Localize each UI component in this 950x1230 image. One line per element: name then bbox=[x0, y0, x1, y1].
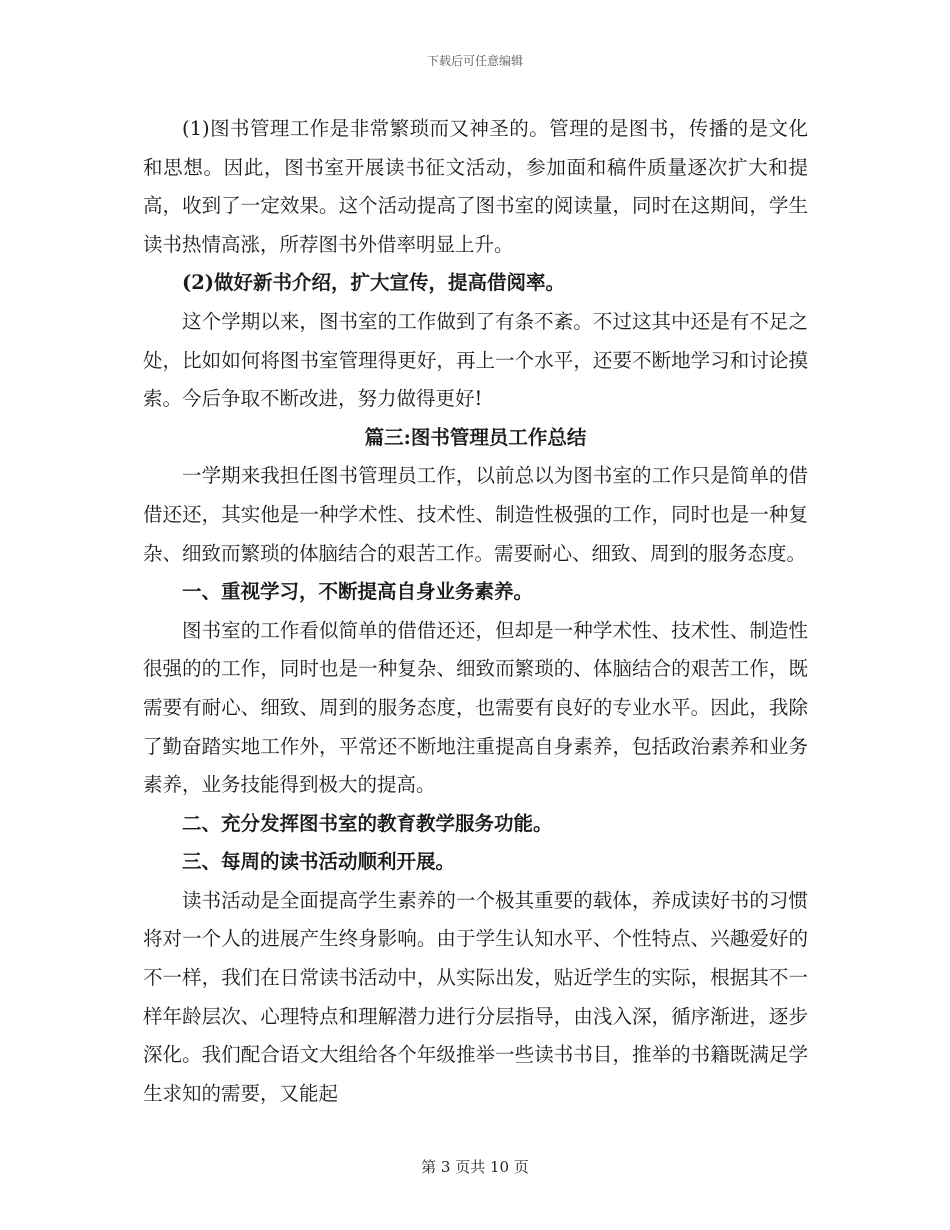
paragraph-1: (1)图书管理工作是非常繁琐而又神圣的。管理的是图书，传播的是文化和思想。因此，图书室开展读书征文活动，参加面和稿件质量逐次扩大和提高，收到了一定效果。这个活动提高了图书室的阅读量，同时在这期间，学生读书热情高涨，所荐图书外借率明显上升。 bbox=[143, 117, 808, 256]
heading-new-books: (2)做好新书介绍，扩大宣传，提高借阅率。 bbox=[182, 271, 566, 295]
heading-education-service: 二、充分发挥图书室的教育教学服务功能。 bbox=[182, 811, 553, 835]
section-title: 篇三:图书管理员工作总结 bbox=[364, 425, 587, 449]
heading-reading-activity: 三、每周的读书活动顺利开展。 bbox=[182, 850, 456, 874]
heading-study: 一、重视学习，不断提高自身业务素养。 bbox=[182, 580, 534, 604]
paragraph-4: 图书室的工作看似简单的借借还还，但却是一种学术性、技术性、制造性很强的的工作，同时也是一种复杂、细致而繁琐的、体脑结合的艰苦工作，既需要有耐心、细致、周到的服务态度，也需要有良好的专业水平。因此，我除了勤奋踏实地工作外，平常还不断地注重提高自身素养，包括政治素养和业务素养，业务技能得到极大的提高。 bbox=[143, 618, 808, 797]
paragraph-5: 读书活动是全面提高学生素养的一个极其重要的载体，养成读好书的习惯将对一个人的进展产生终身影响。由于学生认知水平、个性特点、兴趣爱好的不一样，我们在日常读书活动中，从实际出发，贴近学生的实际，根据其不一样年龄层次、心理特点和理解潜力进行分层指导，由浅入深，循序渐进，逐步深化。我们配合语文大组给各个年级推举一些读书书目，推举的书籍既满足学生求知的需要，又能起 bbox=[143, 888, 808, 1105]
page-header: 下载后可任意编辑 bbox=[426, 54, 523, 68]
page-footer: 第 3 页共 10 页 bbox=[421, 1158, 529, 1176]
paragraph-2: 这个学期以来，图书室的工作做到了有条不紊。不过这其中还是有不足之处，比如如何将图书室管理得更好，再上一个水平，还要不断地学习和讨论摸索。今后争取不断改进，努力做得更好! bbox=[143, 309, 808, 411]
document-body bbox=[143, 110, 808, 1113]
paragraph-3: 一学期来我担任图书管理员工作，以前总以为图书室的工作只是简单的借借还还，其实他是一种学术性、技术性、制造性极强的工作，同时也是一种复杂、细致而繁琐的体脑结合的艰苦工作。需要耐心、细致、周到的服务态度。 bbox=[143, 464, 808, 565]
